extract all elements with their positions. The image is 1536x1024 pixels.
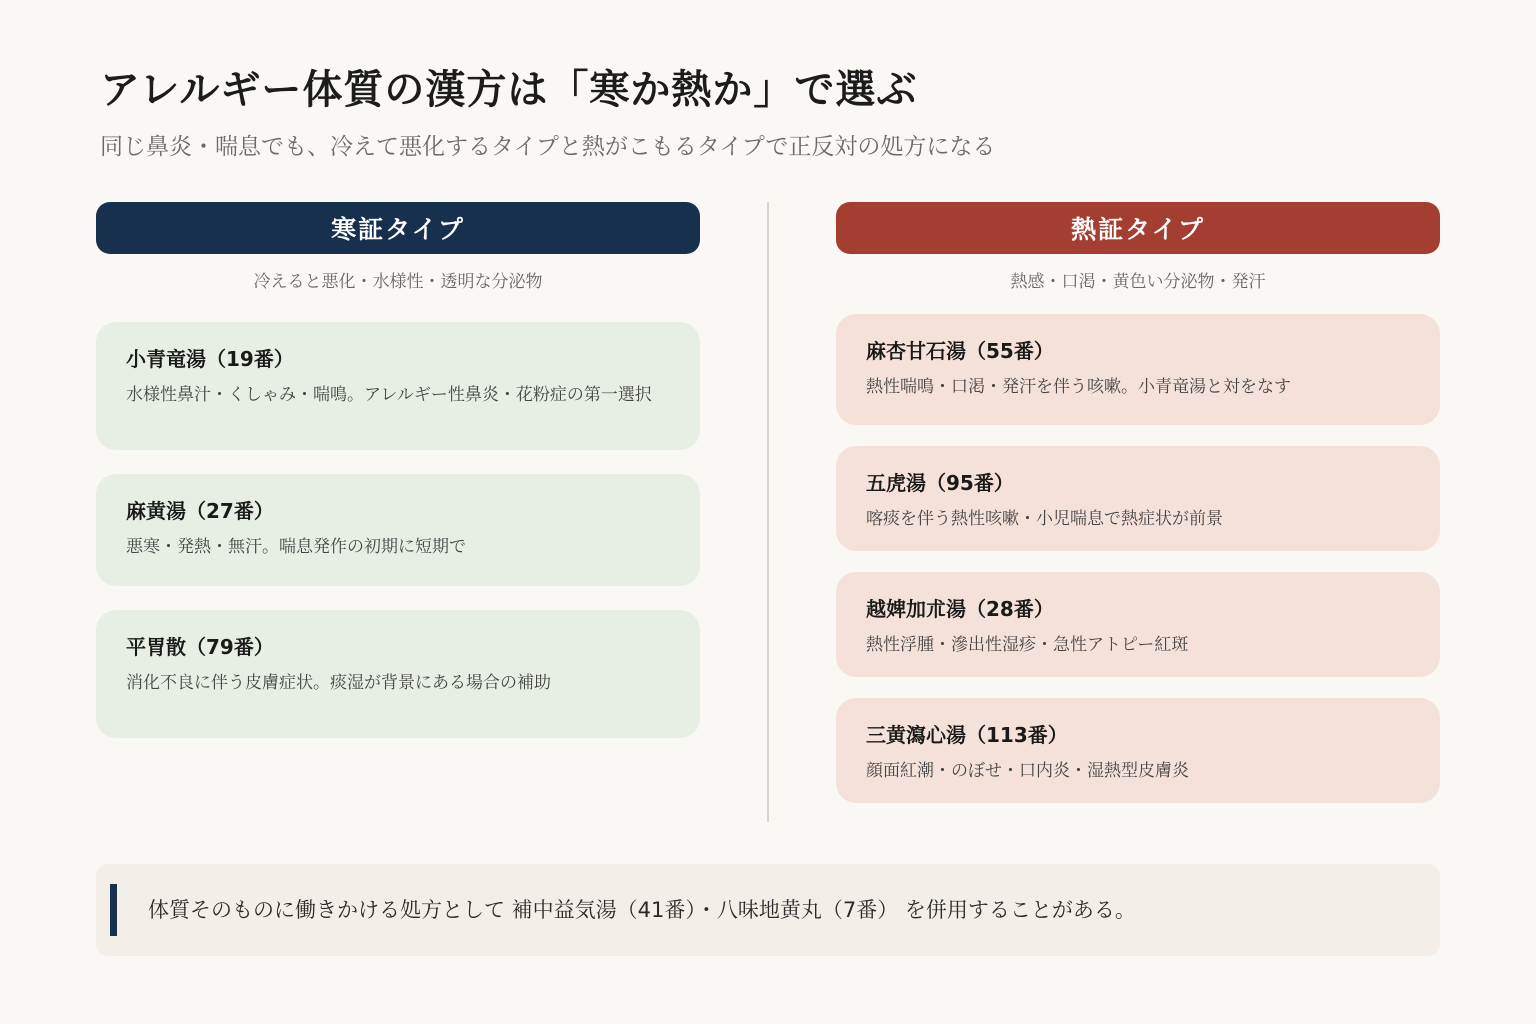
formula-name: 三黄瀉心湯（113番） (866, 723, 1068, 747)
formula-description: 水様性鼻汁・くしゃみ・喘鳴。アレルギー性鼻炎・花粉症の第一選択 (126, 385, 652, 405)
hot-card-eppikajutsuto (836, 572, 1440, 677)
footer-note: 体質そのものに働きかける処方として 補中益気湯（41番）・八味地黄丸（7番） を併用することがある。 (148, 898, 1136, 922)
formula-name: 小青竜湯（19番） (126, 347, 294, 371)
hot-card-gokoto (836, 446, 1440, 551)
formula-name: 五虎湯（95番） (866, 471, 1014, 495)
formula-name: 麻杏甘石湯（55番） (866, 339, 1054, 363)
cold-card-shoseiryuto (96, 322, 700, 450)
hot-type-description: 熱感・口渇・黄色い分泌物・発汗 (1010, 272, 1266, 292)
formula-description: 熱性喘鳴・口渇・発汗を伴う咳嗽。小青竜湯と対をなす (866, 377, 1291, 397)
cold-type-description: 冷えると悪化・水様性・透明な分泌物 (253, 272, 543, 292)
page-subtitle: 同じ鼻炎・喘息でも、冷えて悪化するタイプと熱がこもるタイプで正反対の処方になる (100, 134, 996, 160)
hot-type-heading: 熱証タイプ (836, 202, 1440, 254)
formula-description: 悪寒・発熱・無汗。喘息発作の初期に短期で (126, 537, 466, 557)
formula-name: 越婢加朮湯（28番） (866, 597, 1054, 621)
formula-description: 熱性浮腫・滲出性湿疹・急性アトピー紅斑 (866, 635, 1189, 655)
cold-card-maoto (96, 474, 700, 586)
formula-description: 喀痰を伴う熱性咳嗽・小児喘息で熱症状が前景 (866, 509, 1223, 529)
formula-name: 平胃散（79番） (126, 635, 274, 659)
cold-type-column (96, 202, 700, 762)
page-title: アレルギー体質の漢方は「寒か熱か」で選ぶ (100, 66, 918, 113)
footer-note-box (96, 864, 1440, 956)
footer-accent-bar (110, 884, 117, 936)
formula-description: 顔面紅潮・のぼせ・口内炎・湿熱型皮膚炎 (866, 761, 1189, 781)
hot-type-column (836, 202, 1440, 824)
column-divider (767, 202, 769, 822)
formula-name: 麻黄湯（27番） (126, 499, 274, 523)
formula-description: 消化不良に伴う皮膚症状。痰湿が背景にある場合の補助 (126, 673, 551, 693)
cold-card-heiisan (96, 610, 700, 738)
hot-card-makyokansekito (836, 314, 1440, 425)
hot-card-sanoshashinto (836, 698, 1440, 803)
cold-type-heading: 寒証タイプ (96, 202, 700, 254)
